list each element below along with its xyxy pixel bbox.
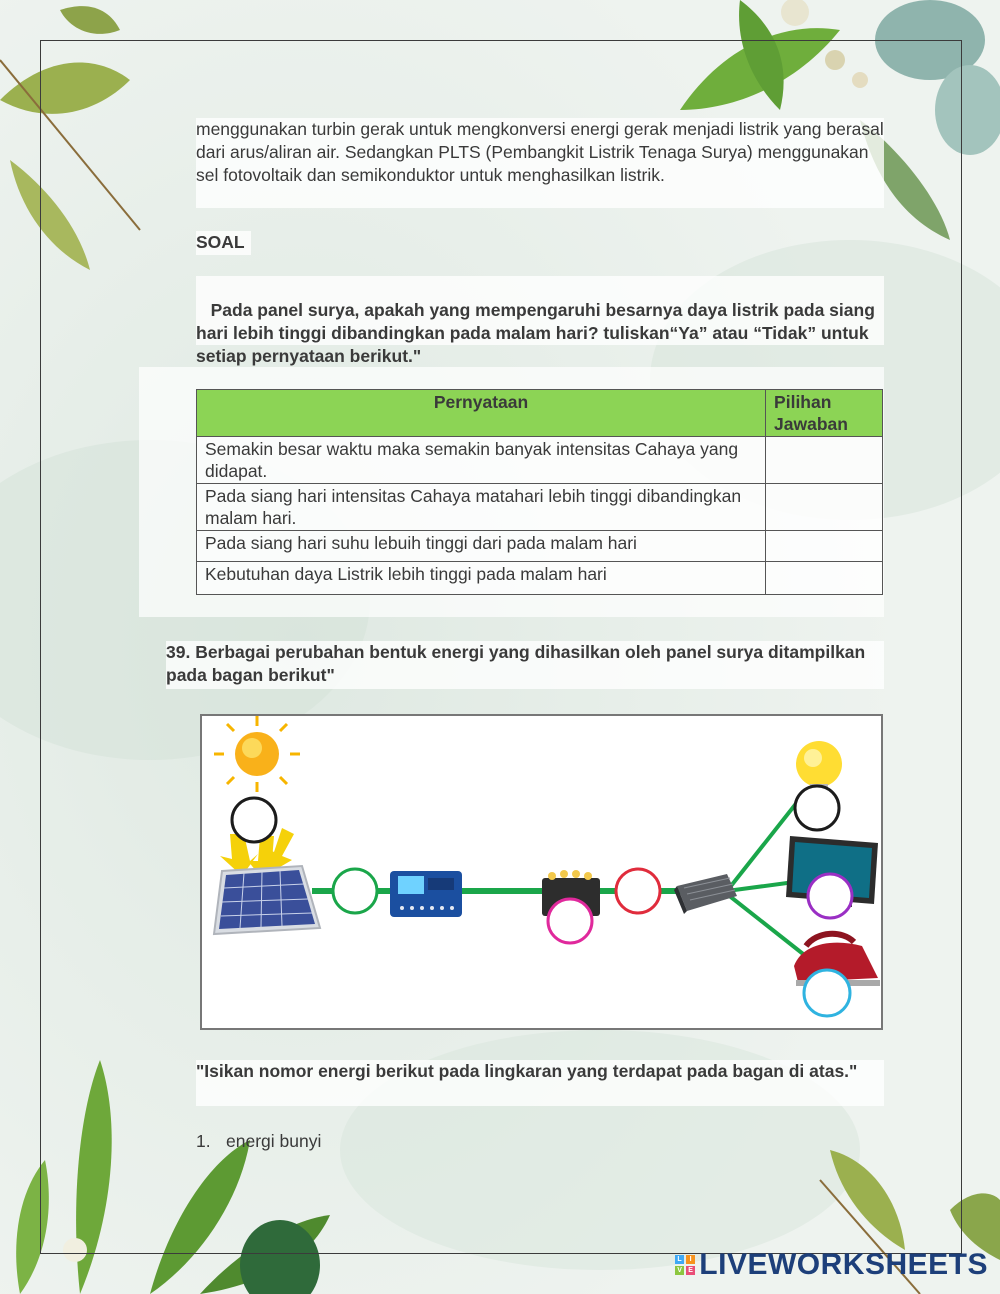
table-row [197,531,883,562]
column-header-answer: Pilihan Jawaban [766,390,883,437]
inverter-icon [674,874,737,914]
energy-circle-sun[interactable] [232,798,276,842]
answer-input[interactable] [774,442,874,460]
wire-to-iron [727,894,812,961]
energy-circle-magenta[interactable] [548,899,592,943]
question-39 [166,641,884,689]
question-text-content: Pada panel surya, apakah yang mempengaruhi besarnya daya listrik pada siang hari lebih tinggi dibandingkan pada malam hari? tuliskan“Ya” atau “Tidak” untuk setiap pernyataan berikut." [196,300,880,366]
table-header-row [197,390,883,437]
statement-cell: Semakin besar waktu maka semakin banyak intensitas Cahaya yang didapat. [197,437,766,484]
answer-input[interactable] [774,536,874,554]
section-heading-text: SOAL [196,232,245,252]
answer-cell [766,437,883,484]
answer-cell [766,484,883,531]
column-header-statement: Pernyataan [197,390,766,437]
table-row [197,437,883,484]
lamp-icon [796,741,842,792]
answer-input[interactable] [774,567,874,585]
question-text [196,276,884,366]
energy-circle-cyan[interactable] [804,970,850,1016]
energy-circle-lamp[interactable] [795,786,839,830]
intro-paragraph-text: menggunakan turbin gerak untuk mengkonversi energi gerak menjadi listrik yang berasal dari arus/aliran air. Sedangkan PLTS (Pembangkit Listrik Tenaga Surya) menggunakan sel fotovoltaik dan semikonduktor untuk menghasilkan listrik. [196,119,884,185]
section-heading [196,231,251,255]
logo-text: LIVEWORKSHEETS [699,1248,988,1281]
statement-cell: Pada siang hari suhu lebuih tinggi dari pada malam hari [197,531,766,562]
fill-instruction-text: "Isikan nomor energi berikut pada lingkaran yang terdapat pada bagan di atas." [196,1061,858,1081]
sun-icon [214,716,300,792]
statement-cell: Kebutuhan daya Listrik lebih tinggi pada malam hari [197,562,766,595]
table-row [197,562,883,595]
energy-circle-purple[interactable] [808,874,852,918]
statement-cell: Pada siang hari intensitas Cahaya matahari lebih tinggi dibandingkan malam hari. [197,484,766,531]
energy-diagram [200,714,883,1030]
liveworksheets-logo [675,1248,988,1282]
table-row [197,484,883,531]
intro-paragraph [196,118,884,208]
fill-instruction [196,1060,884,1106]
logo-badge-icon: L I V E [677,1256,694,1274]
charge-controller-icon [390,871,462,917]
answer-input[interactable] [774,489,874,507]
statement-table [196,389,883,595]
question-39-text: 39. Berbagai perubahan bentuk energi yang dihasilkan oleh panel surya ditampilkan pada bagan berikut" [166,642,866,685]
energy-diagram-svg [202,716,881,1028]
energy-circle-red[interactable] [616,869,660,913]
list-item-label: energi bunyi [226,1131,322,1151]
answer-cell [766,531,883,562]
list-item-number: 1. [196,1131,211,1151]
answer-cell [766,562,883,595]
solar-panel-icon [214,866,320,934]
list-item [196,1130,321,1153]
energy-circle-green[interactable] [333,869,377,913]
energy-list [196,1130,321,1153]
